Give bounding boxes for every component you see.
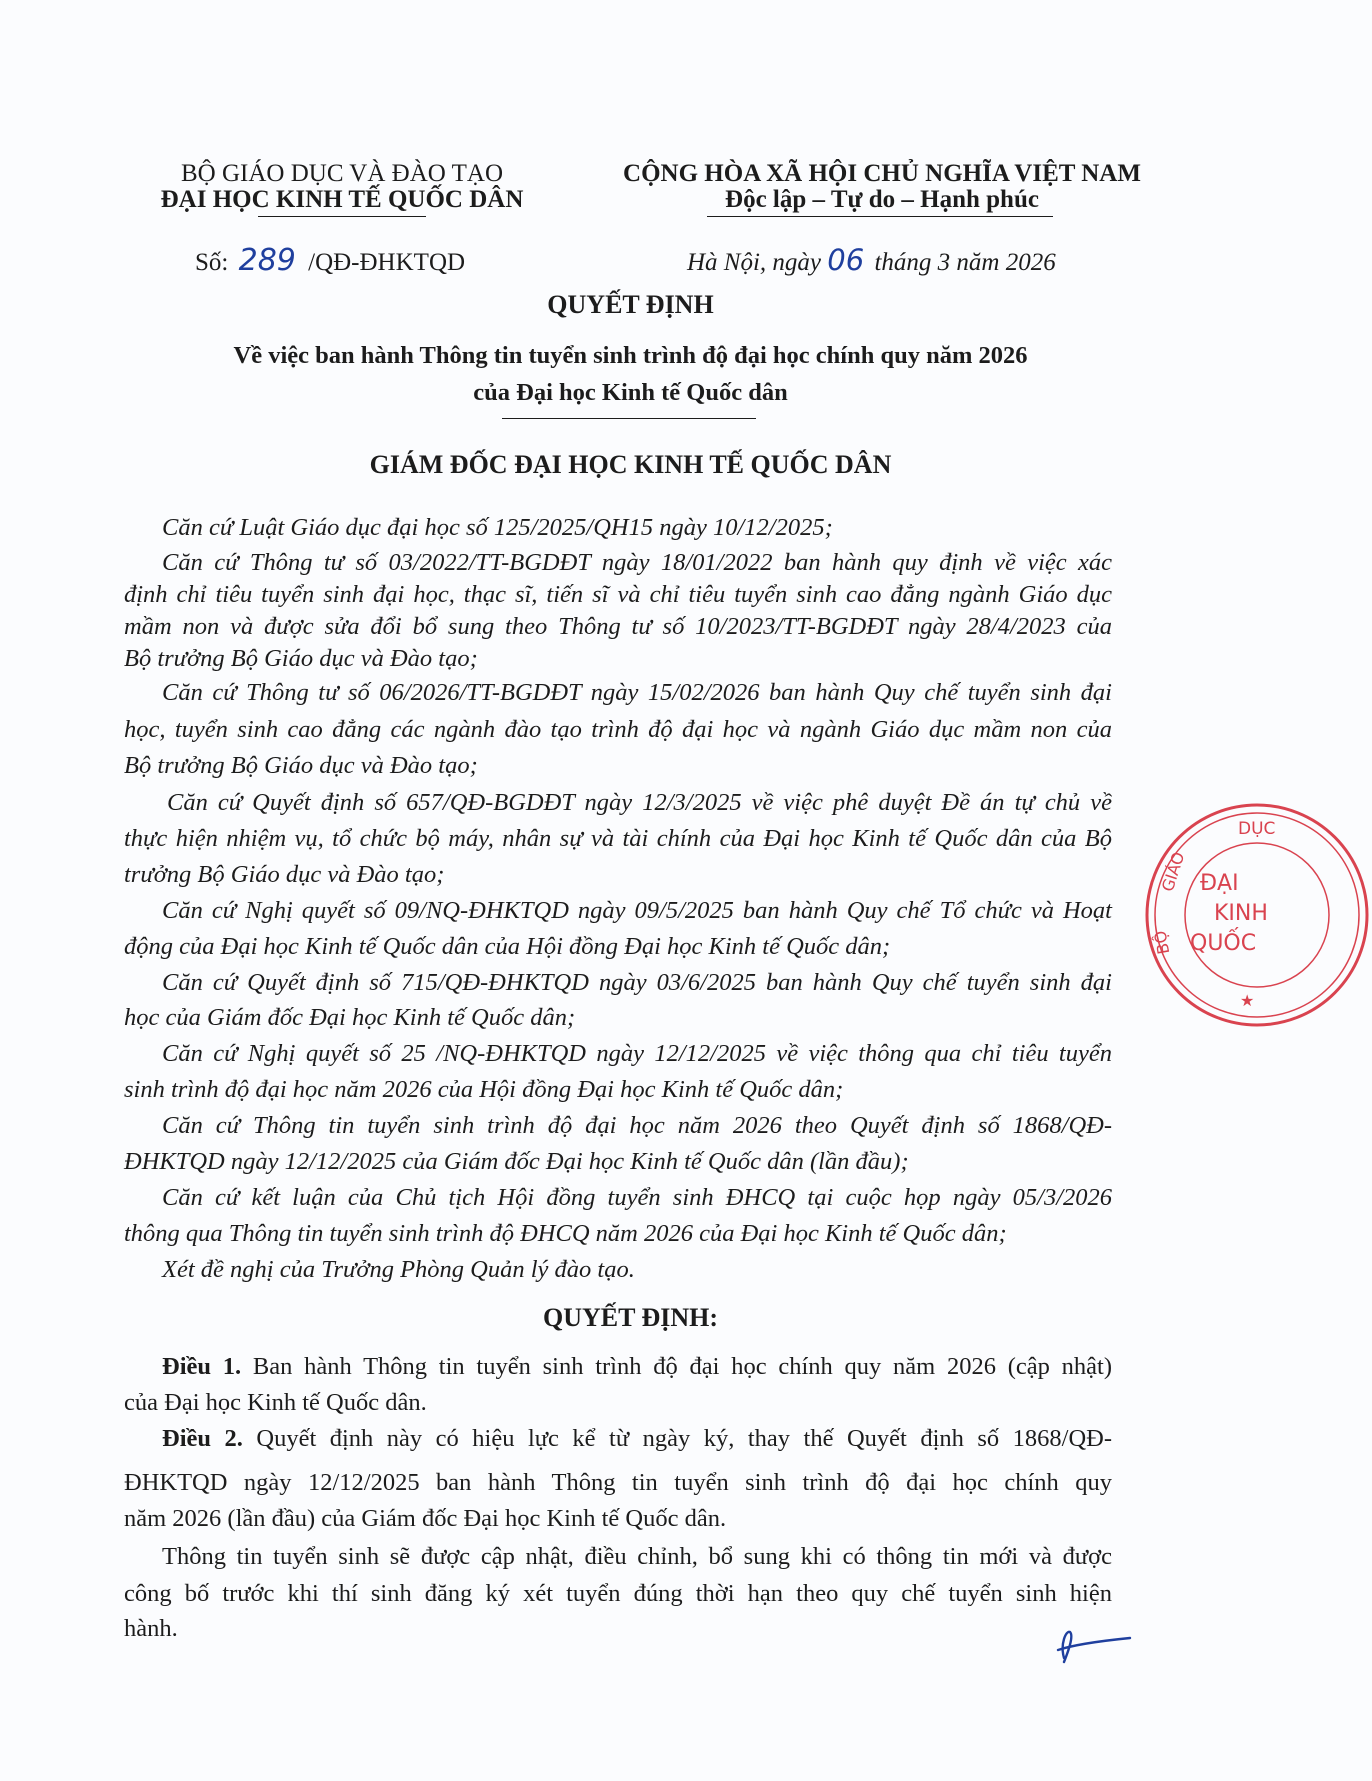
- preamble-line: Căn cứ Quyết định số 657/QĐ-BGDĐT ngày 12/3/2025 về việc phê duyệt Đề án tự chủ về: [167, 789, 1112, 816]
- document-subtitle-line2: của Đại học Kinh tế Quốc dân: [473, 379, 788, 406]
- preamble-line: sinh trình độ đại học năm 2026 của Hội đồng Đại học Kinh tế Quốc dân;: [124, 1076, 844, 1103]
- stamp-text-center-3: QUỐC: [1190, 931, 1257, 956]
- article1-line1: [162, 1353, 1112, 1381]
- date-suffix: tháng 3 năm 2026: [874, 249, 1056, 276]
- note-line1: Thông tin tuyển sinh sẽ được cập nhật, điều chỉnh, bổ sung khi có thông tin mới và được: [162, 1543, 1112, 1570]
- preamble-line: Căn cứ Thông tư số 03/2022/TT-BGDĐT ngày 18/01/2022 ban hành quy định về việc xác: [162, 549, 1112, 576]
- preamble-line: Bộ trưởng Bộ Giáo dục và Đào tạo;: [124, 752, 478, 779]
- preamble-line: Căn cứ Nghị quyết số 25 /NQ-ĐHKTQD ngày 12/12/2025 về việc thông qua chỉ tiêu tuyển: [162, 1040, 1112, 1067]
- stamp-text-center-1: ĐẠI: [1200, 871, 1239, 896]
- university-name: ĐẠI HỌC KINH TẾ QUỐC DÂN: [160, 186, 524, 213]
- preamble-line: trưởng Bộ Giáo dục và Đào tạo;: [124, 861, 445, 888]
- article1-text: Ban hành Thông tin tuyển sinh trình độ đại học chính quy năm 2026 (cập nhật): [252, 1353, 1113, 1380]
- article2-label: Điều 2.: [162, 1425, 243, 1452]
- number-handwritten: 289: [238, 243, 296, 278]
- document-subtitle-line1: Về việc ban hành Thông tin tuyển sinh trình độ đại học chính quy năm 2026: [233, 342, 1028, 369]
- preamble-line: mầm non và được sửa đổi bổ sung theo Thông tư số 10/2023/TT-BGDĐT ngày 28/4/2023 của: [124, 613, 1112, 640]
- preamble-line: ĐHKTQD ngày 12/12/2025 của Giám đốc Đại học Kinh tế Quốc dân (lần đầu);: [124, 1148, 909, 1175]
- preamble-line: học, tuyển sinh cao đẳng các ngành đào tạo trình độ đại học và ngành Giáo dục mầm non của: [124, 716, 1112, 743]
- date-prefix: Hà Nội, ngày: [687, 249, 822, 276]
- preamble-line: Căn cứ Luật Giáo dục đại học số 125/2025/QH15 ngày 10/12/2025;: [162, 514, 833, 541]
- motto-underline: [707, 216, 1053, 217]
- preamble-line: động của Đại học Kinh tế Quốc dân của Hội đồng Đại học Kinh tế Quốc dân;: [124, 933, 891, 960]
- preamble-line: định chỉ tiêu tuyển sinh đại học, thạc sĩ, tiến sĩ và chỉ tiêu tuyển sinh cao đẳng ngành Giáo dục: [124, 581, 1112, 608]
- stamp-text-top: DỤC: [1238, 819, 1276, 839]
- number-suffix: /QĐ-ĐHKTQD: [308, 249, 466, 276]
- preamble-line: Căn cứ Quyết định số 715/QĐ-ĐHKTQD ngày 03/6/2025 ban hành Quy chế tuyển sinh đại: [162, 969, 1112, 996]
- national-motto: Độc lập – Tự do – Hạnh phúc: [725, 186, 1039, 213]
- note-line3: hành.: [124, 1615, 178, 1642]
- preamble-line: Căn cứ Nghị quyết số 09/NQ-ĐHKTQD ngày 09/5/2025 ban hành Quy chế Tổ chức và Hoạt: [162, 897, 1112, 924]
- document-title: QUYẾT ĐỊNH: [547, 290, 714, 319]
- preamble-line: thông qua Thông tin tuyển sinh trình độ ĐHCQ năm 2026 của Đại học Kinh tế Quốc dân;: [124, 1220, 1007, 1247]
- note-line2: công bố trước khi thí sinh đăng ký xét tuyển đúng thời hạn theo quy chế tuyển sinh hiện: [124, 1580, 1112, 1607]
- preamble-line: Căn cứ Thông tư số 06/2026/TT-BGDĐT ngày 15/02/2026 ban hành Quy chế tuyển sinh đại: [162, 679, 1112, 706]
- stamp-star-icon: ★: [1240, 991, 1255, 1010]
- initial-signature-mark: [1050, 1620, 1140, 1670]
- university-underline: [258, 216, 426, 217]
- ministry-name: BỘ GIÁO DỤC VÀ ĐÀO TẠO: [181, 160, 503, 187]
- preamble-line: học của Giám đốc Đại học Kinh tế Quốc dân;: [124, 1004, 576, 1031]
- article2-text: Quyết định này có hiệu lực kể từ ngày ký, thay thế Quyết định số 1868/QĐ-: [256, 1425, 1113, 1452]
- stamp-text-left: GIÁO: [1157, 849, 1189, 894]
- subtitle-underline: [502, 418, 756, 419]
- decision-heading: QUYẾT ĐỊNH:: [542, 1303, 719, 1332]
- preamble-line: Bộ trưởng Bộ Giáo dục và Đào tạo;: [124, 645, 478, 672]
- article2-line3: năm 2026 (lần đầu) của Giám đốc Đại học Kinh tế Quốc dân.: [124, 1505, 727, 1532]
- document-number: [195, 243, 465, 278]
- official-seal-stamp: [1142, 800, 1372, 1030]
- preamble-line: Xét đề nghị của Trưởng Phòng Quản lý đào tạo.: [162, 1256, 635, 1283]
- preamble-line: Căn cứ Thông tin tuyển sinh trình độ đại học năm 2026 theo Quyết định số 1868/QĐ-: [162, 1112, 1112, 1139]
- stamp-text-center-2: KINH: [1214, 901, 1268, 926]
- article2-line1: [162, 1425, 1112, 1453]
- stamp-text-left-lower: BỘ: [1150, 929, 1174, 956]
- document-date: [687, 243, 1056, 277]
- issuing-authority: GIÁM ĐỐC ĐẠI HỌC KINH TẾ QUỐC DÂN: [369, 450, 892, 479]
- number-prefix: Số:: [195, 249, 229, 276]
- article1-label: Điều 1.: [162, 1353, 242, 1380]
- article2-line2: ĐHKTQD ngày 12/12/2025 ban hành Thông tin tuyển sinh trình độ đại học chính quy: [124, 1469, 1112, 1496]
- preamble-line: thực hiện nhiệm vụ, tổ chức bộ máy, nhân sự và tài chính của Đại học Kinh tế Quốc dân của Bộ: [124, 825, 1112, 852]
- republic-name: CỘNG HÒA XÃ HỘI CHỦ NGHĨA VIỆT NAM: [623, 160, 1141, 187]
- date-day-handwritten: 06: [827, 243, 865, 277]
- preamble-line: Căn cứ kết luận của Chủ tịch Hội đồng tuyển sinh ĐHCQ tại cuộc họp ngày 05/3/2026: [162, 1184, 1112, 1211]
- article1-line2: của Đại học Kinh tế Quốc dân.: [124, 1389, 427, 1416]
